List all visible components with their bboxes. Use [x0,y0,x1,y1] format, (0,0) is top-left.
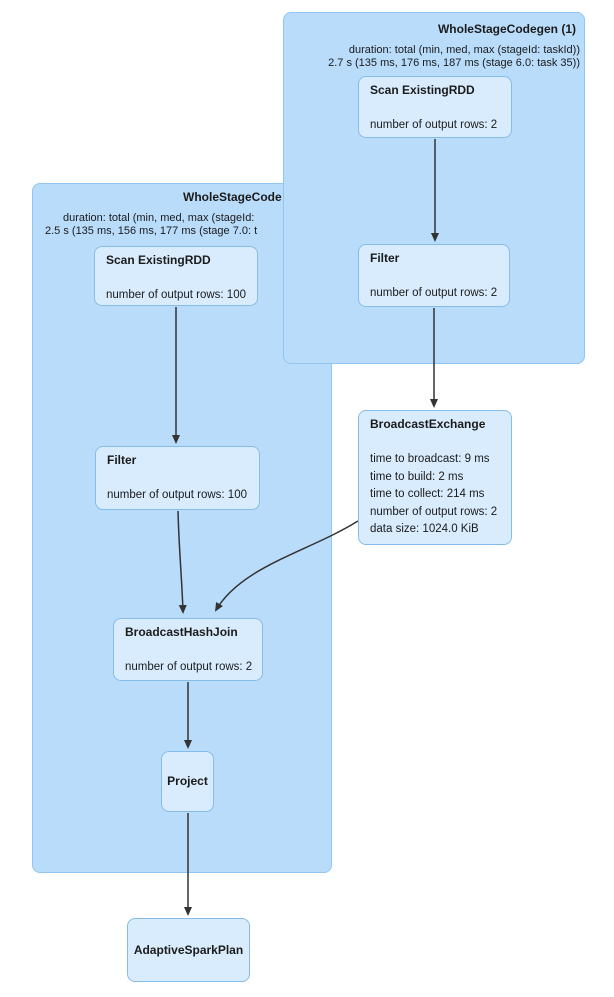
node-title: Scan ExistingRDD [370,83,475,97]
node-metric: number of output rows: 2 [370,119,498,131]
node-title: Filter [107,453,137,467]
cluster-right-duration-line2: 2.7 s (135 ms, 176 ms, 187 ms (stage 6.0: task 35)) [328,57,580,69]
cluster-left-duration-line1: duration: total (min, med, max (stageId: [63,212,255,224]
node-broadcast-hash-join[interactable] [113,618,263,681]
node-scan-existingrdd-2[interactable] [94,246,258,306]
node-title: Scan ExistingRDD [106,253,211,267]
cluster-wholestagecodegen-1 [283,12,585,364]
node-broadcast-exchange[interactable] [358,410,512,545]
node-metric: number of output rows: 100 [106,289,246,301]
node-filter-1[interactable] [358,244,510,307]
node-filter-2[interactable] [95,446,260,510]
node-title: Project [167,774,208,788]
node-project[interactable] [161,751,214,812]
node-metric: number of output rows: 2 [370,287,498,299]
node-metric: number of output rows: 100 [107,489,247,501]
node-metric: time to build: 2 ms [370,470,464,483]
cluster-left-title: WholeStageCode [183,190,282,204]
cluster-left-duration-line2: 2.5 s (135 ms, 156 ms, 177 ms (stage 7.0: t [45,225,258,237]
cluster-right-duration-line1: duration: total (min, med, max (stageId: taskId)) [348,44,580,56]
node-title: AdaptiveSparkPlan [133,942,244,957]
node-metric: data size: 1024.0 KiB [370,523,479,535]
node-metric: number of output rows: 2 [370,505,498,518]
cluster-right-title: WholeStageCodegen (1) [437,22,576,36]
node-metric: time to broadcast: 9 ms [370,453,490,465]
node-title: BroadcastExchange [370,417,486,431]
node-title: BroadcastHashJoin [125,625,238,639]
node-title: Filter [370,251,400,265]
node-scan-existingrdd-1[interactable] [358,76,512,138]
node-metric: time to collect: 214 ms [370,488,485,500]
node-adaptive-spark-plan[interactable] [127,918,250,982]
node-metric: number of output rows: 2 [125,661,253,673]
